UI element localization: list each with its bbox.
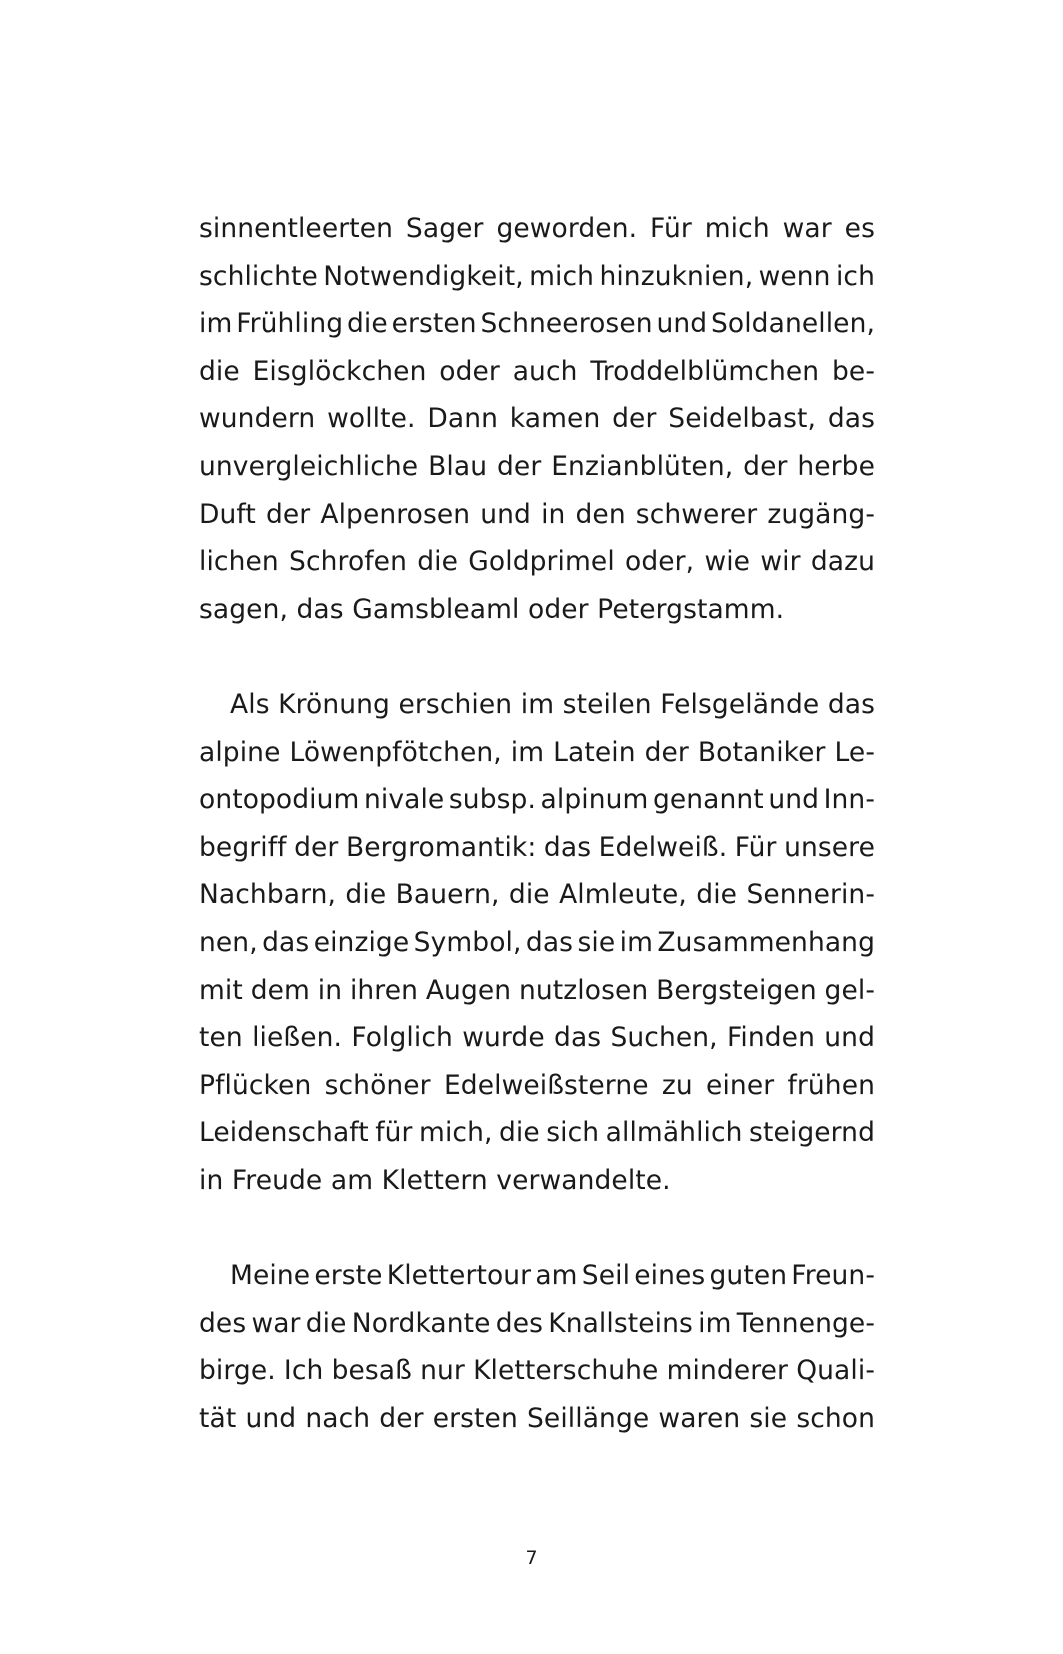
text-line: Nachbarn, die Bauern, die Almleute, die Sennerin-	[199, 879, 875, 911]
paragraph-1	[199, 205, 875, 633]
text-line: begriff der Bergromantik: das Edelweiß. Für unsere	[199, 831, 875, 863]
text-line: lichen Schrofen die Goldprimel oder, wie wir dazu	[199, 546, 875, 578]
text-line: mit dem in ihren Augen nutzlosen Bergsteigen gel-	[199, 974, 875, 1006]
text-line: ten ließen. Folglich wurde das Suchen, Finden und	[199, 1022, 875, 1054]
paragraph-2	[199, 681, 875, 1205]
paragraph-gap	[199, 1204, 875, 1252]
paragraph-3	[199, 1252, 875, 1442]
text-line: sagen, das Gamsbleaml oder Petergstamm.	[199, 593, 785, 625]
text-line: die Eisglöckchen oder auch Troddelblümchen be-	[199, 355, 875, 387]
text-line: schlichte Notwendigkeit, mich hinzuknien, wenn ich	[199, 260, 875, 292]
text-line: sinnentleerten Sager geworden. Für mich war es	[199, 213, 875, 244]
text-line: tät und nach der ersten Seillänge waren sie schon	[199, 1402, 875, 1434]
text-line: in Freude am Klettern verwandelte.	[199, 1164, 671, 1196]
text-line: wundern wollte. Dann kamen der Seidelbast, das	[199, 403, 875, 435]
text-line: Pflücken schöner Edelweißsterne zu einer frühen	[199, 1069, 875, 1101]
text-line: Duft der Alpenrosen und in den schwerer zugäng-	[199, 498, 875, 530]
body-text	[199, 205, 875, 1442]
text-line: alpine Löwenpfötchen, im Latein der Botaniker Le-	[199, 736, 875, 768]
text-line: Als Krönung erschien im steilen Felsgelände das	[230, 688, 875, 720]
page-number: 7	[525, 1547, 538, 1569]
paragraph-gap	[199, 633, 875, 681]
text-line: Leidenschaft für mich, die sich allmählich steigernd	[199, 1117, 875, 1149]
text-line: des war die Nordkante des Knallsteins im Tennenge-	[199, 1307, 875, 1339]
text-line: ontopodium nivale subsp. alpinum genannt und Inn-	[199, 784, 875, 816]
text-line: im Frühling die ersten Schneerosen und Soldanellen,	[199, 308, 875, 340]
text-line: nen, das einzige Symbol, das sie im Zusammenhang	[199, 926, 875, 958]
text-line: Meine erste Klettertour am Seil eines guten Freun-	[230, 1260, 875, 1292]
text-line: unvergleichliche Blau der Enzianblüten, der herbe	[199, 450, 875, 482]
text-line: birge. Ich besaß nur Kletterschuhe minderer Quali-	[199, 1355, 875, 1387]
